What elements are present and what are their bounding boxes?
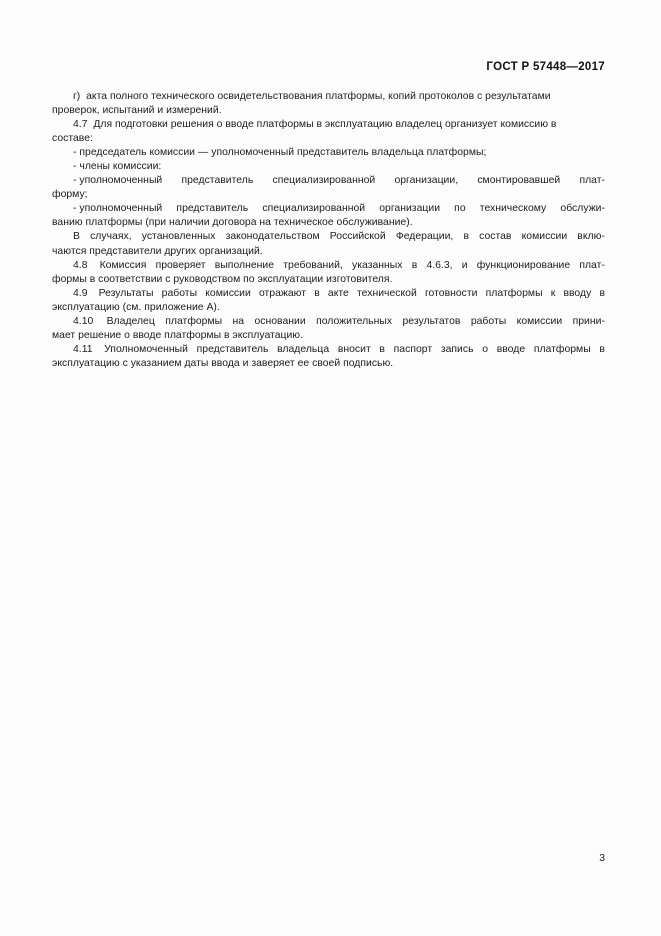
text-word: - уполномоченный: [73, 203, 163, 215]
text-word: в: [599, 287, 605, 299]
text-word: Российской: [329, 231, 386, 243]
text-word: к: [550, 287, 556, 299]
text-line: [52, 315, 605, 329]
text-word: представитель: [181, 175, 254, 187]
text-word: в: [379, 343, 385, 355]
text-line: мает решение о вводе платформы в эксплуатацию.: [52, 329, 304, 341]
text-word: обслужи-: [560, 203, 605, 215]
text-line: проверок, испытаний и измерений.: [52, 105, 222, 117]
text-word: в: [314, 287, 320, 299]
text-word: запись: [440, 343, 474, 355]
text-word: выполнение: [214, 259, 275, 271]
text-word: 4.8: [73, 259, 88, 271]
text-word: и: [461, 259, 468, 271]
page-number: 3: [599, 853, 605, 864]
text-word: В: [73, 231, 80, 243]
text-word: на: [232, 315, 245, 327]
text-line: [52, 202, 605, 216]
text-word: комиссии: [521, 231, 568, 243]
text-word: 4.10: [73, 315, 94, 327]
text-line: - председатель комиссии — уполномоченный представитель владельца платформы;: [73, 147, 487, 159]
text-word: Комиссия: [96, 259, 147, 271]
text-word: прини-: [572, 315, 605, 327]
text-word: Владелец: [103, 315, 155, 327]
text-line: эксплуатацию с указанием даты ввода и заверяет ее своей подписью.: [52, 357, 394, 369]
body-text-block: [52, 90, 605, 371]
text-word: представитель: [176, 203, 249, 215]
text-line: составе:: [52, 133, 93, 145]
text-word: вклю-: [577, 231, 605, 243]
text-word: Уполномоченный: [101, 343, 188, 355]
text-word: 4.9: [73, 287, 88, 299]
text-word: о: [482, 343, 489, 355]
text-word: 4.6.3,: [426, 259, 453, 271]
text-word: техническому: [479, 203, 547, 215]
text-word: плат-: [579, 175, 605, 187]
text-word: организации: [379, 203, 441, 215]
text-word: 4.11: [73, 343, 93, 355]
text-word: в: [463, 231, 469, 243]
text-line: [52, 287, 605, 301]
text-line: [52, 230, 605, 244]
text-line: формы в соответствии с руководством по эксплуатации изготовителя.: [52, 273, 393, 285]
text-line: ванию платформы (при наличии договора на техническое обслуживание).: [52, 217, 413, 229]
text-word: Федерации,: [395, 231, 454, 243]
text-word: вводе: [496, 343, 526, 355]
text-word: работы: [470, 315, 507, 327]
text-word: акте: [327, 287, 349, 299]
text-word: указанных: [352, 259, 403, 271]
text-word: проверяет: [155, 259, 206, 271]
text-word: владельца: [277, 343, 330, 355]
text-line: 4.7 Для подготовки решения о вводе платформы в эксплуатацию владелец организует комиссию в: [73, 119, 557, 131]
text-word: результатов: [402, 315, 461, 327]
running-header-standard-number: ГОСТ Р 57448—2017: [486, 61, 605, 73]
text-line: форму;: [52, 189, 88, 201]
text-word: комиссии: [205, 287, 251, 299]
text-word: платформы: [485, 287, 543, 299]
text-word: готовности: [424, 287, 478, 299]
text-word: вносит: [337, 343, 371, 355]
text-word: представитель: [196, 343, 269, 355]
text-word: Результаты: [95, 287, 154, 299]
text-word: организации,: [394, 175, 459, 187]
text-word: технической: [357, 287, 417, 299]
text-word: смонтировавшей: [477, 175, 561, 187]
text-line: - члены комиссии:: [73, 161, 162, 173]
text-word: паспорт: [393, 343, 433, 355]
text-word: по: [454, 203, 466, 215]
text-line: эксплуатацию (см. приложение А).: [52, 301, 220, 313]
text-word: отражают: [258, 287, 307, 299]
text-word: платформы: [165, 315, 223, 327]
text-word: специализированной: [262, 203, 366, 215]
text-word: платформы: [533, 343, 591, 355]
text-word: требований,: [283, 259, 343, 271]
text-word: случаях,: [90, 231, 132, 243]
text-word: комиссии: [516, 315, 563, 327]
text-word: в: [411, 259, 418, 271]
text-line: [52, 343, 605, 357]
text-line: [52, 174, 605, 188]
text-word: работы: [161, 287, 198, 299]
text-word: в: [599, 343, 605, 355]
text-word: установленных: [141, 231, 216, 243]
text-line: [52, 259, 605, 273]
text-line: чаются представители других организаций.: [52, 245, 263, 257]
text-line: г) акта полного технического освидетельствования платформы, копий протоколов с результатами: [73, 91, 551, 102]
text-word: состав: [479, 231, 512, 243]
text-word: функционирование: [476, 259, 571, 271]
text-word: - уполномоченный: [73, 175, 163, 187]
text-word: законодательством: [225, 231, 320, 243]
text-word: основании: [254, 315, 306, 327]
text-word: специализированной: [272, 175, 376, 187]
text-word: вводу: [563, 287, 592, 299]
text-word: положительных: [316, 315, 393, 327]
text-word: плат-: [579, 259, 605, 271]
